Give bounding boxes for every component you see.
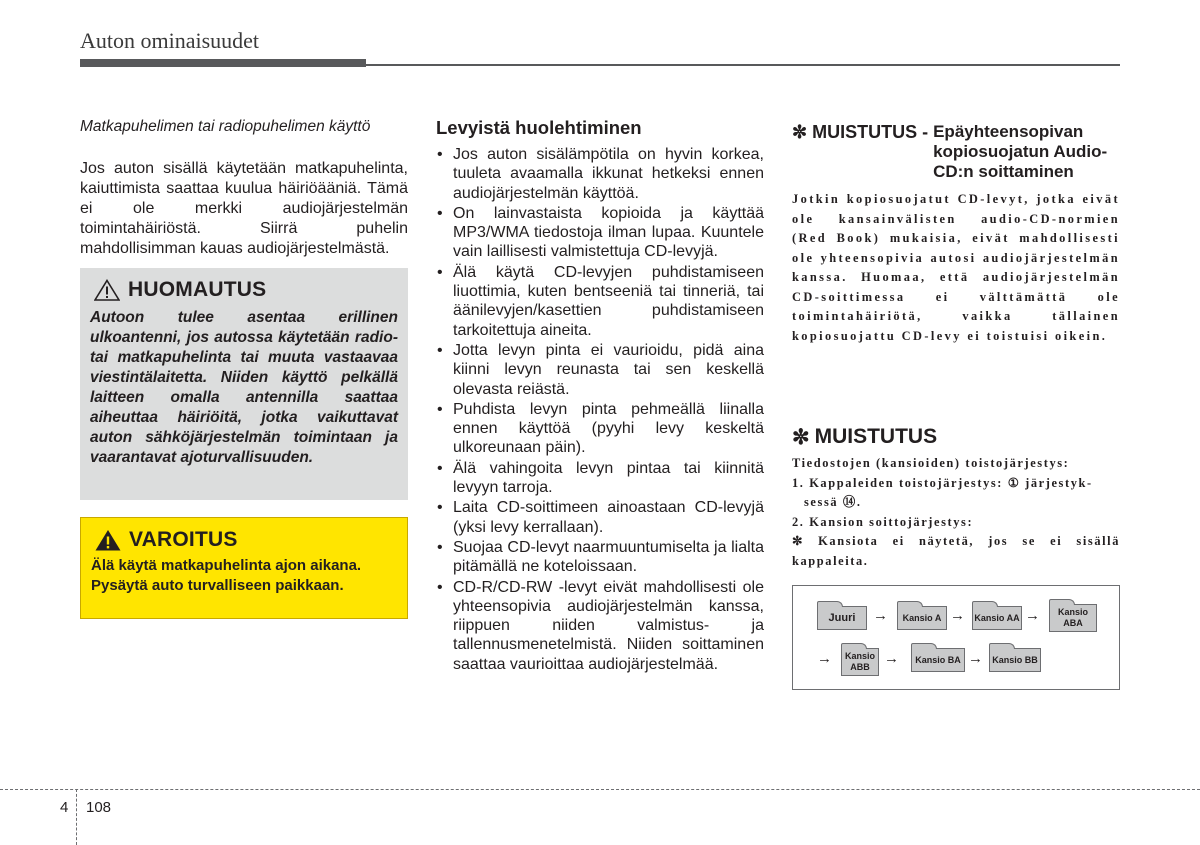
arrow-icon: → xyxy=(884,650,899,667)
folder-order-diagram xyxy=(792,585,1120,690)
bullet-icon: • xyxy=(437,341,443,359)
page-header-title: Auton ominaisuudet xyxy=(80,28,260,53)
memo-playback-order xyxy=(792,425,1120,571)
memo-heading xyxy=(792,122,1120,182)
arrow-icon: → xyxy=(1025,607,1040,624)
warning-body: Älä käytä matkapuhelinta ajon aikana. Pysäytä auto turvalliseen paikkaan. xyxy=(91,557,362,594)
folder-kansio-aba: Kansio ABA xyxy=(1049,604,1097,632)
memo-line: sessä ⑭. xyxy=(804,495,862,509)
folder-kansio-aa: Kansio AA xyxy=(972,606,1022,630)
arrow-icon: → xyxy=(968,650,983,667)
folder-kansio-a: Kansio A xyxy=(897,606,947,630)
memo-title: MUISTUTUS xyxy=(814,425,938,448)
section-title-disc-care: Levyistä huolehtiminen xyxy=(436,117,642,138)
list-item: • Suojaa CD-levyt naarmuuntumiselta ja lialta pitämällä ne koteloissaan. xyxy=(437,538,764,576)
page-number: 108 xyxy=(86,799,112,816)
footer-rule xyxy=(0,789,1200,790)
notice-title: HUOMAUTUS xyxy=(128,278,267,301)
header-rule-thick xyxy=(80,59,366,67)
memo-line: 1. Kappaleiden toistojärjestys: ① järjestyk- xyxy=(792,475,1093,490)
section-number: 4 xyxy=(60,799,69,816)
list-item: • Jos auton sisälämpötila on hyvin korkea, tuuleta avaamalla ikkunat hetkeksi ennen audiojärjestelmän käyttöä. xyxy=(437,146,764,202)
arrow-icon: → xyxy=(950,607,965,624)
arrow-icon: → xyxy=(817,650,832,667)
list-item: • Älä käytä CD-levyjen puhdistamiseen liuottimia, kuten bentseeniä tai tinneriä, tai äänilevyjen/kasettien puhdistamiseen tarkoitettuja aineita. xyxy=(437,263,764,339)
intro-paragraph: Jos auton sisällä käytetään matkapuhelinta, kaiuttimista saattaa kuulua häiriöääniä. Tämä ei ole merkki audiojärjestelmän toimintahäiriöstä. Siirrä puhelin mahdollisimman kauas audiojärjestelmästä. xyxy=(80,160,408,257)
bullet-icon: • xyxy=(437,204,443,222)
memo-heading xyxy=(792,425,1120,450)
list-item: • Puhdista levyn pinta pehmeällä liinalla ennen käyttöä (pyyhi levy keskeltä ulkoreunaan päin). xyxy=(437,400,764,457)
bullet-icon: • xyxy=(437,538,443,556)
memo-body xyxy=(792,454,1120,571)
warning-title-row xyxy=(91,528,397,552)
disc-care-list xyxy=(436,145,764,675)
footer-divider xyxy=(76,789,77,845)
notice-body: Autoon tulee asentaa erillinen ulkoantenni, jos autossa käytetään radio- tai matkapuhelinta tai muuta vastaavaa viestintälaitetta. Niiden käyttö pelkällä laitteen omalla antennilla saattaa aiheuttaa häiriöitä, jotka vaikuttavat auton sähköjärjestelmän toimintaan ja vaarantavat ajoturvallisuuden. xyxy=(90,309,398,466)
subheading-mobile-phone: Matkapuhelimen tai radiopuhelimen käyttö xyxy=(80,118,371,135)
folder-kansio-ba: Kansio BA xyxy=(911,648,965,672)
list-item: • Jotta levyn pinta ei vaurioidu, pidä aina kiinni levyn reunasta tai sen keskellä olevasta reiästä. xyxy=(437,341,764,398)
list-item: • CD-R/CD-RW -levyt eivät mahdollisesti ole yhteensopivia audiojärjestelmän kanssa, riippuen niiden valmistus- ja tallennusmenetelmistä. Niiden soittaminen saattaa vaurioittaa audiojärjestelmää. xyxy=(437,578,764,673)
asterisk-icon: ✼ xyxy=(792,426,810,449)
folder-root: Juuri xyxy=(817,606,867,630)
asterisk-icon: ✼ xyxy=(792,122,808,142)
memo-line: 2. Kansion soittojärjestys: xyxy=(792,514,974,529)
warning-box xyxy=(80,517,408,619)
memo-keyword: MUISTUTUS - xyxy=(812,122,929,142)
folder-kansio-bb: Kansio BB xyxy=(989,648,1041,672)
warning-triangle-icon xyxy=(95,529,121,551)
arrow-icon: → xyxy=(873,607,888,624)
caution-triangle-icon xyxy=(94,279,120,301)
bullet-icon: • xyxy=(437,499,443,517)
warning-title: VAROITUS xyxy=(129,528,238,551)
bullet-icon: • xyxy=(437,459,443,477)
notice-box xyxy=(80,268,408,500)
bullet-icon: • xyxy=(437,146,443,163)
list-item: • On lainvastaista kopioida ja käyttää MP3/WMA tiedostoja ilman lupaa. Kuuntele vain laillisesti valmistettuja CD-levyjä. xyxy=(437,204,764,261)
memo-subtitle: Epäyhteensopivan kopiosuojatun Audio-CD:n soittaminen xyxy=(933,122,1108,181)
folder-kansio-abb: Kansio ABB xyxy=(841,648,879,676)
header-rule-thin xyxy=(366,64,1120,66)
bullet-icon: • xyxy=(437,263,443,281)
memo-line: Tiedostojen (kansioiden) toistojärjestys: xyxy=(792,456,1070,470)
bullet-icon: • xyxy=(437,578,443,596)
memo-copy-protected-cd xyxy=(792,122,1120,346)
list-item: • Laita CD-soittimeen ainoastaan CD-levyjä (yksi levy kerrallaan). xyxy=(437,499,764,536)
list-item: • Älä vahingoita levyn pintaa tai kiinnitä levyyn tarroja. xyxy=(437,459,764,497)
memo-body: Jotkin kopiosuojatut CD-levyt, jotka eivät ole kansainvälisten audio-CD-normien (Red Book) mukaisia, eivät mahdollisesti ole yhteensopivia autosi audiojärjestelmän kanssa. Huomaa, että audiojärjestelmän CD-soittimessa ei välttämättä ole toimintahäiriötä, vaikka tällainen kopiosuojattu CD-levy ei toistuisi oikein. xyxy=(792,192,1120,343)
bullet-icon: • xyxy=(437,400,443,418)
notice-title-row xyxy=(90,278,398,302)
memo-line: ✼ Kansiota ei näytetä, jos se ei sisällä kappaleita. xyxy=(792,534,1120,568)
